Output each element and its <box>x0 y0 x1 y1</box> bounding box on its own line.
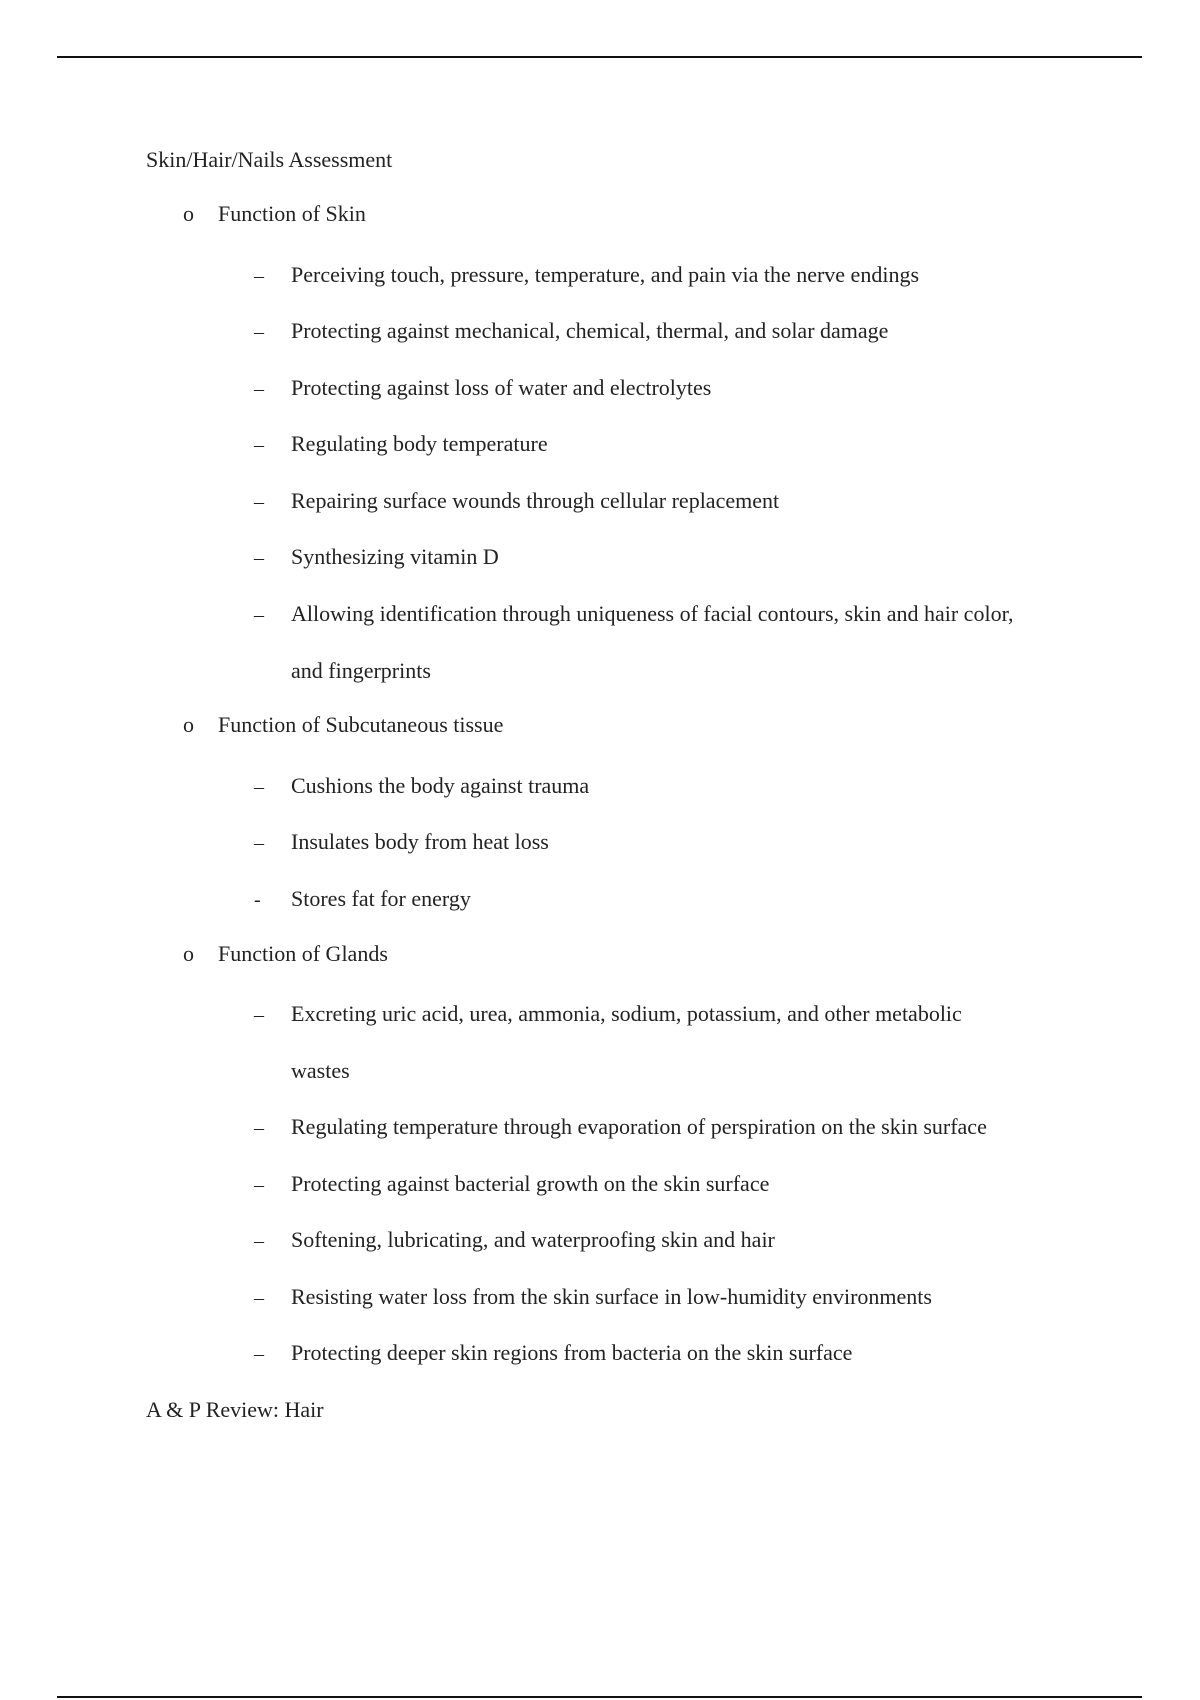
dash-bullet: - <box>254 889 261 911</box>
section-heading: Function of Skin <box>218 201 366 226</box>
list-item: Repairing surface wounds through cellular replacement <box>291 488 780 513</box>
footer-rule <box>57 1696 1142 1698</box>
section-bullet: o <box>183 201 194 226</box>
dash-bullet: – <box>254 547 264 569</box>
dash-bullet: – <box>254 1230 264 1252</box>
list-item: Protecting against mechanical, chemical, thermal, and solar damage <box>291 318 889 343</box>
list-item: Regulating temperature through evaporation of perspiration on the skin surface <box>291 1114 987 1139</box>
section-bullet: o <box>183 941 194 966</box>
list-item-continuation: and fingerprints <box>291 658 431 683</box>
list-item: Regulating body temperature <box>291 431 548 456</box>
dash-bullet: – <box>254 1343 264 1365</box>
dash-bullet: – <box>254 434 264 456</box>
list-item-continuation: wastes <box>291 1058 350 1083</box>
list-item: Perceiving touch, pressure, temperature, and pain via the nerve endings <box>291 262 919 287</box>
list-item: Synthesizing vitamin D <box>291 544 499 569</box>
dash-bullet: – <box>254 776 264 798</box>
dash-bullet: – <box>254 265 264 287</box>
dash-bullet: – <box>254 321 264 343</box>
section-heading: Function of Subcutaneous tissue <box>218 712 504 737</box>
list-item: Protecting deeper skin regions from bacteria on the skin surface <box>291 1340 853 1365</box>
list-item: Resisting water loss from the skin surface in low-humidity environments <box>291 1284 932 1309</box>
dash-bullet: – <box>254 378 264 400</box>
list-item: Cushions the body against trauma <box>291 773 590 798</box>
dash-bullet: – <box>254 1287 264 1309</box>
header-rule <box>57 56 1142 58</box>
list-item: Insulates body from heat loss <box>291 829 549 854</box>
list-item: Stores fat for energy <box>291 886 471 911</box>
section-bullet: o <box>183 712 194 737</box>
dash-bullet: – <box>254 832 264 854</box>
section-title-ap-review-hair: A & P Review: Hair <box>146 1397 324 1422</box>
dash-bullet: – <box>254 1004 264 1026</box>
list-item: Excreting uric acid, urea, ammonia, sodium, potassium, and other metabolic <box>291 1001 962 1026</box>
dash-bullet: – <box>254 1117 264 1139</box>
list-item: Protecting against loss of water and electrolytes <box>291 375 712 400</box>
dash-bullet: – <box>254 491 264 513</box>
dash-bullet: – <box>254 1174 264 1196</box>
list-item: Protecting against bacterial growth on the skin surface <box>291 1171 770 1196</box>
section-heading: Function of Glands <box>218 941 388 966</box>
document-title: Skin/Hair/Nails Assessment <box>146 147 393 172</box>
dash-bullet: – <box>254 604 264 626</box>
list-item: Softening, lubricating, and waterproofing skin and hair <box>291 1227 775 1252</box>
list-item: Allowing identification through uniqueness of facial contours, skin and hair color, <box>291 601 1014 626</box>
